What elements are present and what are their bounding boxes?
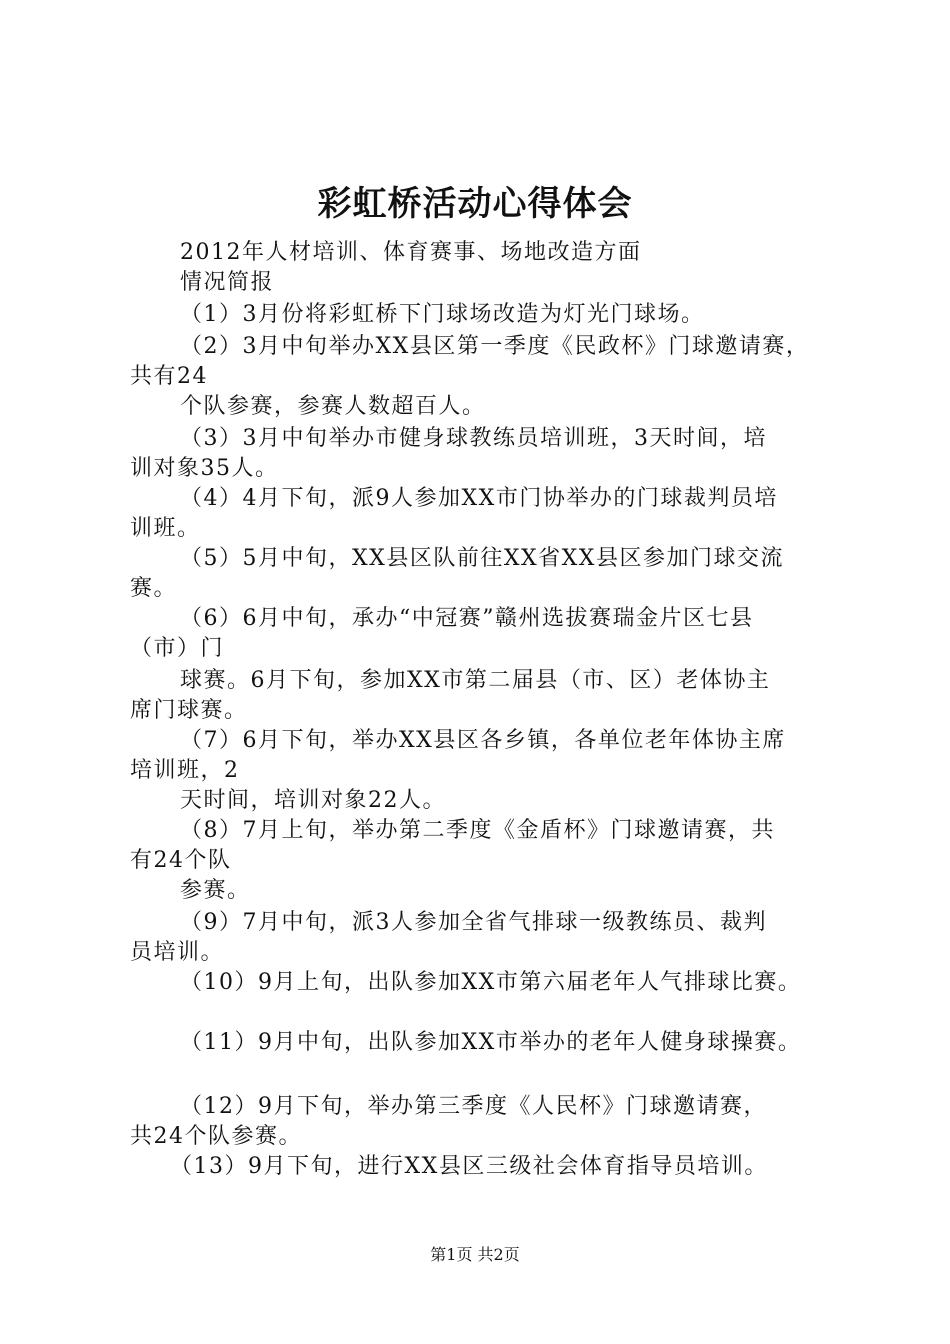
- text-line: 训班。: [130, 516, 201, 541]
- text-line: （6）6月中旬，承办“中冠赛”赣州选拔赛瑞金片区七县: [180, 606, 754, 631]
- text-line: （10）9月上旬，出队参加XX市第六届老年人气排球比赛。: [180, 970, 802, 995]
- text-line: 共24个队参赛。: [130, 1124, 302, 1149]
- text-line: 个队参赛，参赛人数超百人。: [180, 394, 486, 419]
- text-line: 情况简报: [180, 270, 275, 295]
- page-footer: 第1页 共2页: [430, 1245, 520, 1264]
- text-line: 2012年人材培训、体育赛事、场地改造方面: [180, 240, 642, 265]
- text-line: 员培训。: [130, 940, 225, 965]
- text-line: 培训班，2: [130, 758, 240, 783]
- text-line: （2）3月中旬举办XX县区第一季度《民政杯》门球邀请赛，: [180, 334, 810, 359]
- text-line: 有24个队: [130, 848, 232, 873]
- text-line: （7）6月下旬，举办XX县区各乡镇，各单位老年体协主席: [180, 728, 786, 753]
- text-line: （13）9月下旬，进行XX县区三级社会体育指导员培训。: [170, 1154, 768, 1179]
- text-line: （11）9月中旬，出队参加XX市举办的老年人健身球操赛。: [180, 1030, 802, 1055]
- text-line: （8）7月上旬，举办第二季度《金盾杯》门球邀请赛，共: [180, 818, 775, 843]
- text-line: 赛。: [130, 576, 178, 601]
- text-line: 球赛。6月下旬，参加XX市第二届县（市、区）老体协主: [180, 668, 771, 693]
- text-line: 天时间，培训对象22人。: [180, 788, 446, 813]
- text-line: 参赛。: [180, 878, 251, 903]
- text-line: （9）7月中旬，派3人参加全省气排球一级教练员、裁判: [180, 910, 767, 935]
- text-line: （3）3月中旬举办市健身球教练员培训班，3天时间，培: [180, 426, 767, 451]
- text-line: （4）4月下旬，派9人参加XX市门协举办的门球裁判员培: [180, 486, 778, 511]
- text-line: （市）门: [130, 636, 225, 661]
- text-line: 训对象35人。: [130, 456, 279, 481]
- text-line: （5）5月中旬，XX县区队前往XX省XX县区参加门球交流: [180, 546, 784, 571]
- text-line: （12）9月下旬，举办第三季度《人民杯》门球邀请赛，: [180, 1094, 767, 1119]
- text-line: （1）3月份将彩虹桥下门球场改造为灯光门球场。: [180, 302, 705, 327]
- document-title: 彩虹桥活动心得体会: [317, 184, 633, 224]
- text-line: 席门球赛。: [130, 698, 248, 723]
- text-line: 共有24: [130, 364, 208, 389]
